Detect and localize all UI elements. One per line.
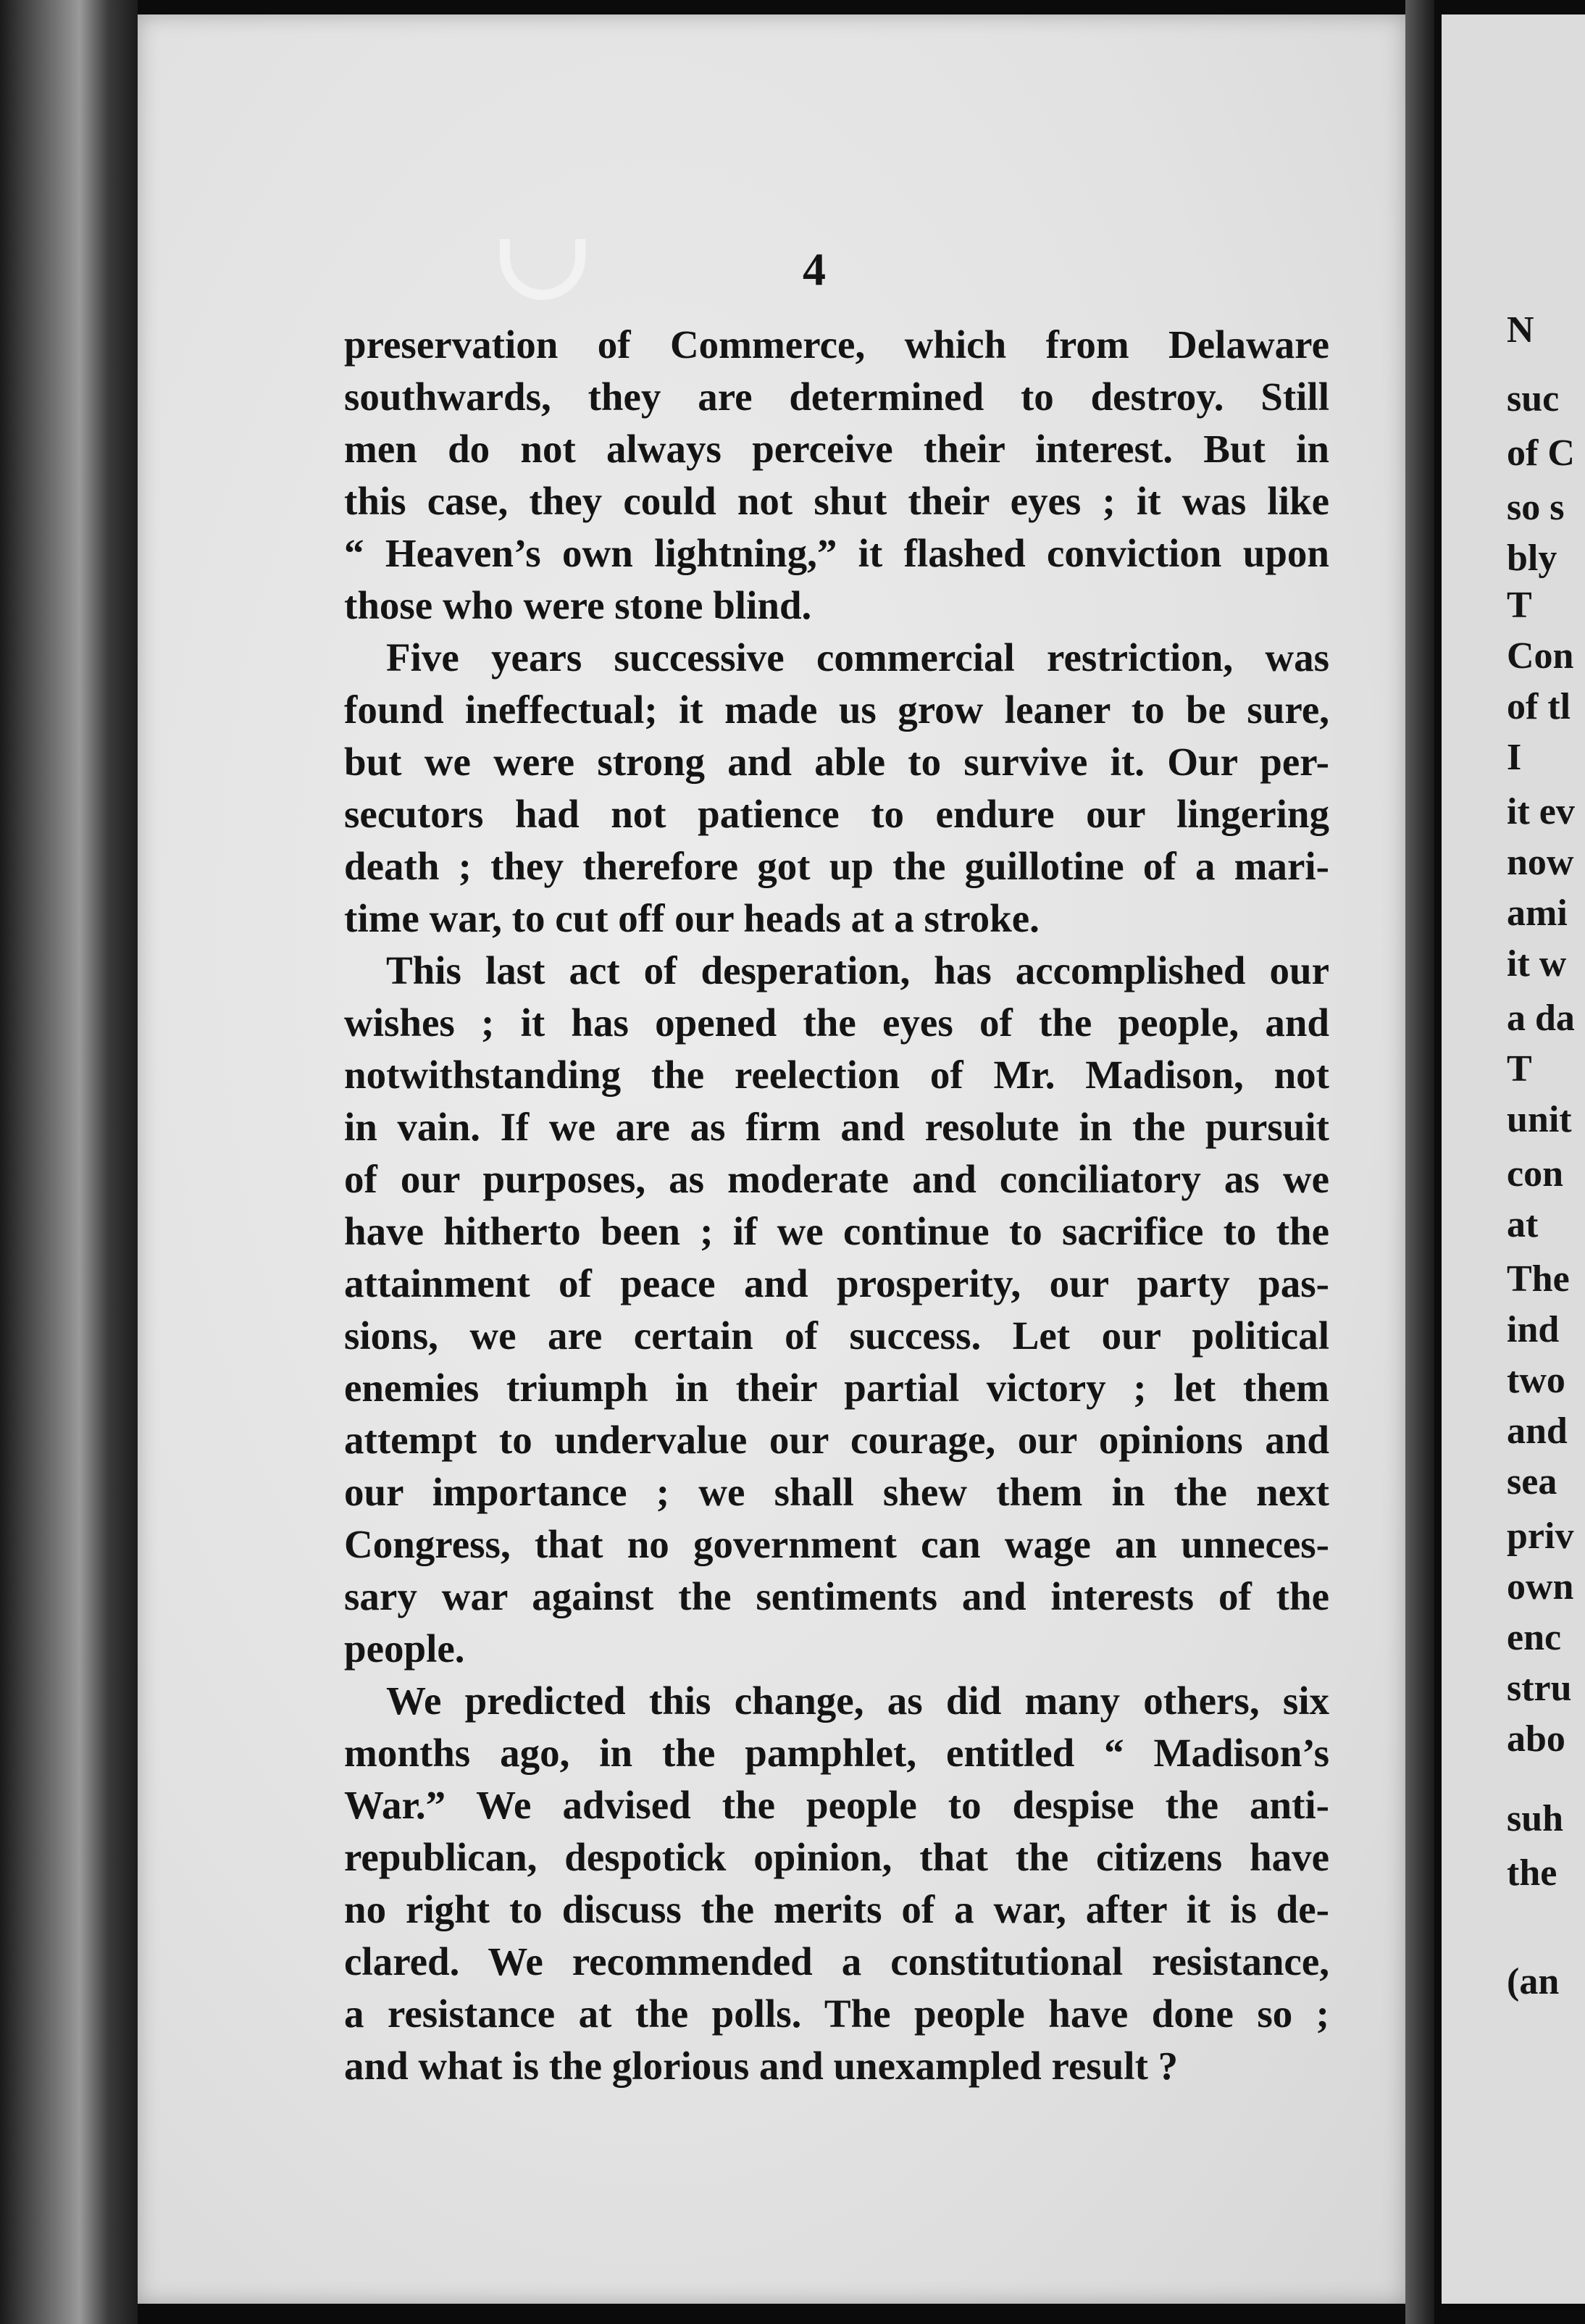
text-line: This last act of desperation, has accomplished our [386,948,1329,992]
facing-page-fragment: of tl [1507,686,1571,727]
facing-page-fragment: at [1507,1204,1539,1245]
text-line: secutors had not patience to endure our lingering [344,792,1329,836]
text-line: of our purposes, as moderate and conciliatory as we [344,1157,1329,1201]
text-line: found ineffectual; it made us grow leaner to be sure, [344,687,1329,732]
facing-page-fragment: suc [1507,378,1560,419]
facing-page-fragment: (an [1507,1961,1560,2002]
text-line: clared. We recommended a constitutional resistance, [344,1939,1329,1984]
facing-page-fragment: it ev [1507,791,1575,832]
text-line: republican, despotick opinion, that the citizens have [344,1835,1329,1879]
facing-page [1442,14,1585,2304]
text-line: War.” We advised the people to despise the anti- [344,1783,1329,1827]
text-line: sions, we are certain of success. Let our political [344,1313,1329,1358]
text-line: attempt to undervalue our courage, our opinions and [344,1418,1329,1462]
text-line: a resistance at the polls. The people have done so ; [344,1991,1329,2036]
text-line: men do not always perceive their interest. But in [344,427,1329,471]
text-line: Congress, that no government can wage an unneces- [344,1522,1329,1566]
text-line: sary war against the sentiments and interests of the [344,1574,1329,1618]
facing-page-fragment: two [1507,1360,1565,1401]
text-line: people. [344,1626,465,1671]
text-line: “ Heaven’s own lightning,” it flashed conviction upon [344,531,1329,575]
text-line: months ago, in the pamphlet, entitled “ Madison’s [344,1731,1329,1775]
facing-page-fragment: Con [1507,635,1574,677]
text-line: wishes ; it has opened the eyes of the people, and [344,1000,1329,1045]
facing-page-fragment: The [1507,1258,1570,1300]
facing-page-fragment: stru [1507,1668,1572,1709]
page-edge-shadow [1405,0,1434,2324]
facing-page-fragment: ami [1507,893,1568,934]
text-line: those who were stone blind. [344,583,812,627]
text-line: Five years successive commercial restriction, was [386,635,1329,680]
facing-page-fragment: bly [1507,538,1557,579]
text-line: no right to discuss the merits of a war, after it is de- [344,1887,1329,1931]
facing-page-fragment: ind [1507,1309,1560,1350]
text-line: have hitherto been ; if we continue to sacrifice to the [344,1209,1329,1253]
binding-gutter [0,0,138,2324]
text-line: southwards, they are determined to destroy. Still [344,375,1329,419]
text-line: notwithstanding the reelection of Mr. Madison, not [344,1053,1329,1097]
text-line: and what is the glorious and unexampled result ? [344,2044,1179,2088]
text-line: We predicted this change, as did many others, six [386,1679,1329,1723]
facing-page-fragment: of C [1507,432,1575,474]
facing-page-fragment: so s [1507,487,1565,528]
facing-page-fragment: T [1507,585,1532,626]
text-line: in vain. If we are as firm and resolute in the pursuit [344,1105,1329,1149]
text-line: preservation of Commerce, which from Delaware [344,322,1329,367]
text-line: but we were strong and able to survive it. Our per- [344,740,1329,784]
text-line: attainment of peace and prosperity, our party pas- [344,1261,1329,1305]
facing-page-fragment: own [1507,1566,1574,1608]
text-line: death ; they therefore got up the guillotine of a mari- [344,844,1329,888]
facing-page-fragment: con [1507,1153,1563,1195]
text-line: enemies triumph in their partial victory ; let them [344,1366,1329,1410]
facing-page-fragment: it w [1507,943,1567,985]
facing-page-fragment: and [1507,1410,1568,1452]
facing-page-fragment: abo [1507,1718,1565,1760]
facing-page-fragment: I [1507,737,1522,778]
facing-page-fragment: enc [1507,1617,1562,1658]
facing-page-fragment: priv [1507,1516,1574,1557]
facing-page-fragment: now [1507,842,1574,883]
facing-page-fragment: T [1507,1048,1532,1090]
text-line: our importance ; we shall shew them in the next [344,1470,1329,1514]
text-line: time war, to cut off our heads at a stroke. [344,896,1040,940]
facing-page-fragment: sea [1507,1461,1557,1502]
facing-page-fragment: a da [1507,998,1575,1039]
facing-page-fragment: unit [1507,1099,1572,1140]
facing-page-fragment: N [1507,309,1534,351]
text-line: this case, they could not shut their eyes ; it was like [344,479,1329,523]
page-number: 4 [803,243,826,295]
facing-page-fragment: suh [1507,1798,1564,1839]
facing-page-fragment: the [1507,1852,1557,1894]
